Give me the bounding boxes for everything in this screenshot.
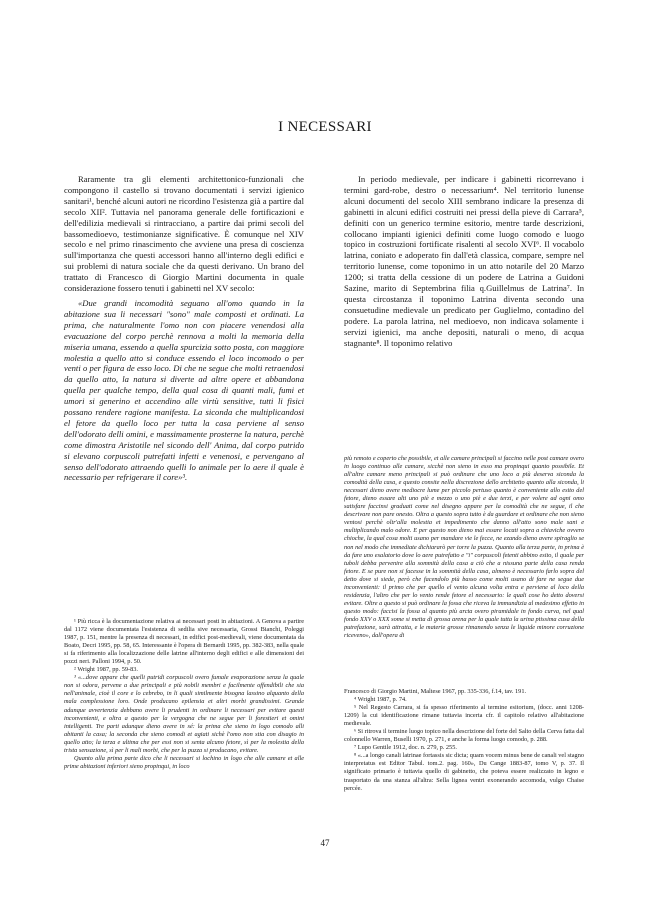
footnote-continuation — [344, 455, 584, 640]
footnote-5: ⁵ Nel Regesto Carrara, si fa spesso riferimento al termine esitorium, (docc. anni 1208-1209) la cui identificazione rimane tuttavia incerta cfr. il capitolo relativo all'abitazione medievale. — [344, 704, 584, 728]
footnotes-left — [64, 618, 304, 771]
footnote-3-part-2: Quanto alla prima parte dico che li necessari si lochino in logo che alle camare et alle prime abitazioni inferiori sieno propinqui, in loco — [64, 754, 304, 770]
footnote-3-end: Francesco di Giorgio Martini, Maltese 1967, pp. 335-336, f.14, tav. 191. — [344, 688, 527, 695]
footnote-3-continuation: più remoto e coperto che possibile, et alle camare principali si faccino nelle post camare overo in luogo continuo alle camare, sicchè non sieno in esso ma propinqui quanto possibile. Et all'altre camare meno principali si può ordinare che uno loco a più deserva siconda la comodità della casa, e questo consite nella discrezione dello architetto quanto alla siconda, li necessari dieno avere mediocre lume per piccolo pertuso quanto è conveniente allo esito del fetore, dieno essare alti uno piè e mezzo o uno piè e due terzi, e per volere ad ogni omo satisfare faccinsi graduati come nel disegno appare per la comodità che ne segue, il che descrivare non pare onesto. Oltra a questo sopra tutto è da guardare et ordinare che non sieno ventosi perchè oltr'alla molestia et impedimento che danno all'atto sono male sani e multiplicando malo odore. E per questo non dieno mai essare locati sopra a chiaviche ovvero chioche, la qual cosa molti usano per mandare vie le fecce, ne ezando dieno avere spiraglio se non nel modo che immediate dichiararò per torre la puzza. Quanto alla terza parte, in prima è da fare uno esalatorio dove lo aere putrefatto e "i" corpuscoli fetenti abbino esito, il quale per tuboli debba pervenire alla sommità della casa a ciò che a nissuna parte della casa renda fetore. E se pure non si facesse in la sommità della casa, almeno è necessario farlo sopra del detto dove si siede, però che facendolo più basso come molti usano di fare ne segue due inconvenienti: il primo che per quello el vento alcuna volta entra e perviene al loco della residenzia, l'altro che per lo vento rende fetore el necessario: le quali cose ho detto doversi evitare. Oltre a questo si può ordinare la fossa che riceva la immundizia al medesimo effetto in questo modo: faccisi la fossa al quanto più arcta overo piramidale in fondo curva, nel qual fondo XXV o XXX some si metta di grossa arena per la quale tutta la urina ptissima cusa della putrefazione, sarà attratta, e le materie grosse rimanendo senza le liquide minore corruzione riceveno», dall'opera di — [344, 455, 584, 640]
body-paragraph: In periodo medievale, per indicare i gabinetti ricorrevano i termini gard-robe, destro o necessarium⁴. Nel territorio lunense alcuni documenti del secolo XIII sembrano indicare la presenza di gabinetti in alcuni edifici costruiti nei pressi della pieve di Carrara⁵, definiti con un generico termine esitorio, mentre tarde descrizioni, collocano impianti igienici definiti come luogo comodo e luogo topico in costruzioni fortificate risalenti al secolo XVI⁶. Il vocabolo latrina, coniato e adoperato fin dall'età classica, compare, sempre nel territorio lunense, come toponimo in un atto notarile del 20 Marzo 1200; si tratta della cessione di un podere de Latrina a Guidoni Sazine, marito di Septembrina filia q.Guillelmus de Latrina⁷. In questa circostanza il toponimo Latrina diventa secondo una consuetudine medievale un predicato per Guglielmo, contadino del podere. La parola latrina, nel medioevo, non indicava solamente i servizi igienici, ma anche depositi, naturali o meno, di acqua stagnante⁸. Il toponimo relativo — [344, 174, 584, 348]
page-number: 47 — [320, 838, 330, 848]
footnote-8: ⁸ «...a longo canali latrinae fortassis sic dicta; quam vocem minus bene de canali vel stagno interpretatus est Editor Tabul. tom.2. pag. 160», Du Cange 1883-87, tomo V, p. 37. Il significato primario è tuttavia quello di gabinetto, che poteva essere realizzato in legno e trasportato da una stanza all'altra: Sella lignea ventri exonerando accomoda, vulgo Chaise percée. — [344, 752, 584, 792]
martini-quotation: «Due grandi incomodità seguano all'omo quando in la abitazione sua li necessari "sono" male composti et ordinati. La prima, che naturalmente l'omo non con piacere venendosi alla evacuazione del corpo perchè rennova a molti la memoria della miseria umana, essendo a quella spurcizia sotto posta, con maggiore molestia a quello atto si conduce essendo el loco incomodo o per venti o per figura de esso loco. Di che ne segue che molti retraendosi da quello atto, la natura si diverte ad altre opere et abbandona quella per qualche tempo, della qual cosa di quanti mali, fumi et umori si generino et accendino alle virtù sensitive, tutti li fisici possano rendere ragione manifesta. La siconda che multiplicandosi el fetore da quello loco per tutta la casa perviene al senso dell'odorato delli omini, e massimamente prosterne la natura, perchè come dimostra Aristotile nel sicondo dell' Anima, dal corpo putrido si elevano corpuscoli putrefatti infetti e venenosi, e pervengano al senso dell'odorato attraendo quelli lo animale per lo aere il quale è necessario per refrigerare il core»³. — [64, 297, 304, 483]
footnote-3: ³ «...dove appare che quelli putridi corpuscoli overo fumale evaporazione senza la quale non si odora, pervene a due principali e più nobili membri e facilmente offendibili che sia nell'animale, cioè il core e lo cebrebo, in li quali similmente bisogna lassino alquanto della mala complessione loro. Onde producano epilensia et altri morbi grandissimi. Grande adunque avvertenzia debbano avere li prudenti in ordinare li necessari per evitare questi inconvenienti, e oltra a questo per la vergogna che ne segue per li forestieri et omini intelligenti. Tre parti adunque dieno avere in sé: la prima che sieno in logo comodo alli abitanti la casa; la seconda che sieno comodi et agiati sichè l'omo non stia con disagio in quello atto; la terza e ultima che per essi non si senta alcuno fetore, sì per la molestia della trista sensazione, sì per li mali morbi, che per la puzza si producano, evitare. — [64, 674, 304, 754]
left-column — [64, 174, 304, 483]
chapter-title: I NECESSARI — [278, 119, 372, 135]
footnote-7: ⁷ Lupo Gentile 1912, doc. n. 279, p. 255. — [354, 744, 457, 752]
footnote-2: ² Wright 1987, pp. 59-83. — [74, 666, 138, 674]
footnote-4: ⁴ Wright 1987, p. 74. — [354, 696, 407, 704]
right-column — [344, 174, 584, 349]
footnotes-right — [344, 688, 584, 793]
body-paragraph: Raramente tra gli elementi architettonico-funzionali che compongono il castello si trovano documentati i servizi igienico sanitari¹, benché alcuni autori ne ricordino l'esistenza già a partire dal secolo XII². Tuttavia nel panorama generale delle fortificazioni e dell'edilizia medievali si rintracciano, a partire dai primi secoli del bassomedioevo, testimonianze significative. È comunque nel XIV secolo e nel primo rinascimento che avviene una presa di coscienza sull'importanza che questi accessori hanno all'interno degli edifici e sui problemi di natura sociale che da questi derivano. Un brano del trattato di Francesco di Giorgio Martini documenta in quale considerazione fossero tenuti i gabinetti nel XV secolo: — [64, 174, 304, 294]
footnote-1: ¹ Più ricca è la documentazione relativa ai necessari posti in abitazioni. A Genova a partire dal 1172 viene documentata l'esistenza di sedilia sive necessaria, Grossi Bianchi, Poleggi 1987, p. 151, mentre la presenza di necessari, in edifici post-medievali, viene documentata da Boato, Decri 1995, pp. 58, 65. Interessante è l'opera di Bernardi 1995, pp. 382-383, nella quale si fa riferimento alla localizzazione delle latrine all'interno degli edifici e alle dimensioni dei pozzi neri. Palloni 1994, p. 50. — [64, 618, 304, 666]
footnote-6: ⁶ Si ritrova il termine luogo topico nella descrizione del forte del Salto della Cerva fatta dal colonnello Warren, Buselli 1970, p. 271, e anche la forma luogo comodo, p. 288. — [344, 728, 584, 744]
